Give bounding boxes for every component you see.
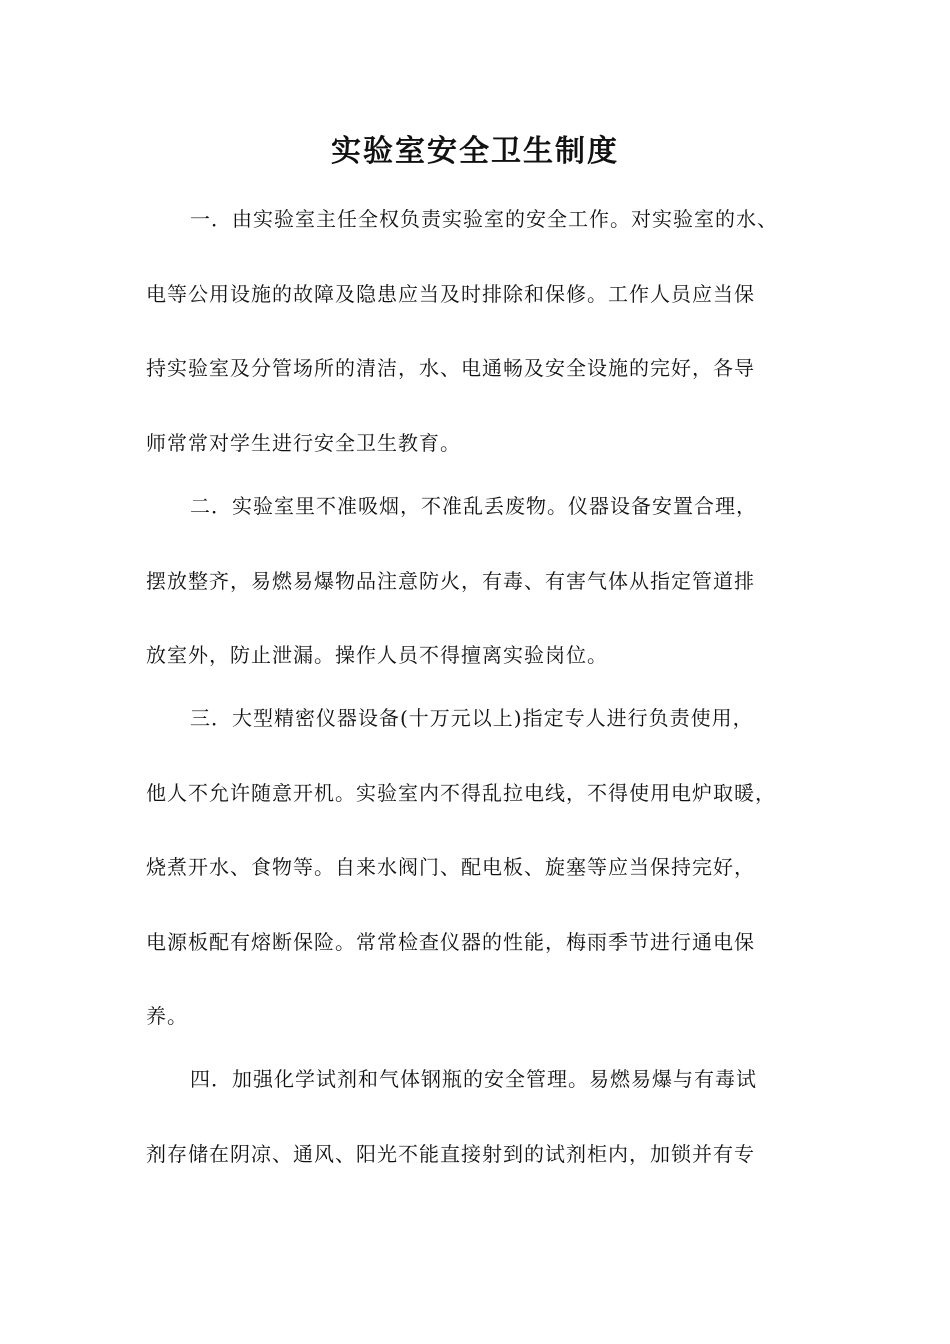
paragraph-1-line-3: 持实验室及分管场所的清洁，水、电通畅及安全设施的完好，各导 [146, 356, 755, 380]
document-title: 实验室安全卫生制度 [331, 134, 619, 169]
paragraph-2-line-2: 摆放整齐，易燃易爆物品注意防火，有毒、有害气体从指定管道排 [146, 569, 755, 593]
paragraph-4-line-1: 四．加强化学试剂和气体钢瓶的安全管理。易燃易爆与有毒试 [190, 1067, 757, 1091]
paragraph-1-line-4: 师常常对学生进行安全卫生教育。 [146, 431, 461, 455]
paragraph-3-line-4: 电源板配有熔断保险。常常检查仪器的性能，梅雨季节进行通电保 [146, 930, 755, 954]
paragraph-1-line-1: 一．由实验室主任全权负责实验室的安全工作。对实验室的水、 [190, 207, 778, 231]
paragraph-2-line-3: 放室外，防止泄漏。操作人员不得擅离实验岗位。 [146, 643, 608, 667]
paragraph-3-line-5: 养。 [146, 1004, 188, 1028]
paragraph-2-line-1: 二．实验室里不准吸烟，不准乱丢废物。仪器设备安置合理， [190, 494, 757, 518]
paragraph-1-line-2: 电等公用设施的故障及隐患应当及时排除和保修。工作人员应当保 [146, 282, 755, 306]
paragraph-4-line-2: 剂存储在阴凉、通风、阳光不能直接射到的试剂柜内，加锁并有专 [146, 1142, 755, 1166]
paragraph-3-line-3: 烧煮开水、食物等。自来水阀门、配电板、旋塞等应当保持完好， [146, 855, 755, 879]
paragraph-3-line-1: 三．大型精密仪器设备(十万元以上)指定专人进行负责使用， [190, 706, 754, 730]
paragraph-3-line-2: 他人不允许随意开机。实验室内不得乱拉电线，不得使用电炉取暖， [146, 781, 776, 805]
